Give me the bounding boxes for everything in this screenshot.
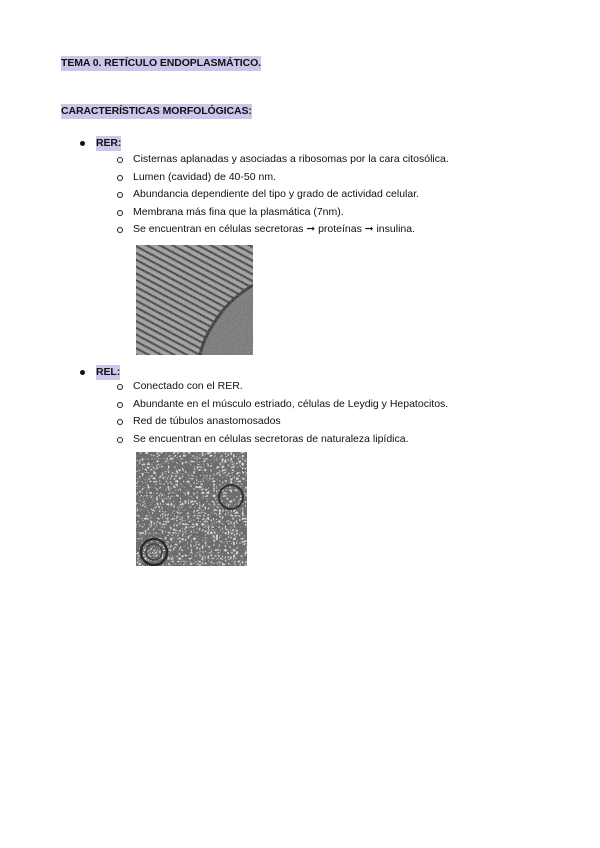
list-item	[117, 378, 448, 396]
rer-bullet	[80, 136, 121, 151]
list-item	[117, 413, 448, 431]
list-item	[117, 431, 448, 449]
circle-bullet-icon	[117, 437, 123, 443]
list-item	[117, 186, 449, 204]
list-item	[117, 169, 449, 187]
list-item-text: Se encuentran en células secretoras ➞ proteínas ➞ insulina.	[133, 223, 416, 236]
list-item-text: Conectado con el RER.	[133, 380, 243, 392]
list-item	[117, 396, 448, 414]
list-item-text: Cisternas aplanadas y asociadas a ribosomas por la cara citosólica.	[133, 153, 449, 165]
page-title-text: TEMA 0. RETÍCULO ENDOPLASMÁTICO.	[61, 57, 261, 69]
rer-label: RER:	[96, 137, 122, 149]
rer-list	[117, 151, 449, 239]
bullet-dot-icon	[80, 141, 85, 146]
rel-bullet	[80, 365, 120, 380]
list-item	[117, 204, 449, 222]
rel-label: REL:	[96, 366, 121, 378]
circle-bullet-icon	[117, 419, 123, 425]
rel-list	[117, 378, 448, 448]
list-item-text: Lumen (cavidad) de 40-50 nm.	[133, 170, 276, 183]
circle-bullet-icon	[117, 384, 123, 390]
list-item-text: Abundante en el músculo estriado, células de Leydig y Hepatocitos.	[133, 397, 449, 410]
page-title	[61, 53, 261, 71]
list-item-text: Membrana más fina que la plasmática (7nm).	[133, 205, 344, 218]
rer-micrograph-image	[136, 245, 253, 355]
bullet-dot-icon	[80, 370, 85, 375]
electron-micrograph-rel-icon	[136, 452, 247, 566]
electron-micrograph-rer-icon	[136, 245, 253, 355]
circle-bullet-icon	[117, 157, 123, 163]
section-heading-text: CARACTERÍSTICAS MORFOLÓGICAS:	[61, 105, 252, 117]
list-item	[117, 151, 449, 169]
circle-bullet-icon	[117, 210, 123, 216]
list-item	[117, 221, 449, 239]
list-item-text: Red de túbulos anastomosados	[133, 415, 281, 428]
circle-bullet-icon	[117, 192, 123, 198]
section-heading	[61, 101, 252, 119]
circle-bullet-icon	[117, 175, 123, 181]
list-item-text: Abundancia dependiente del tipo y grado de actividad celular.	[133, 188, 420, 201]
list-item-text: Se encuentran en células secretoras de naturaleza lipídica.	[133, 432, 409, 445]
rel-micrograph-image	[136, 452, 247, 566]
circle-bullet-icon	[117, 402, 123, 408]
circle-bullet-icon	[117, 227, 123, 233]
